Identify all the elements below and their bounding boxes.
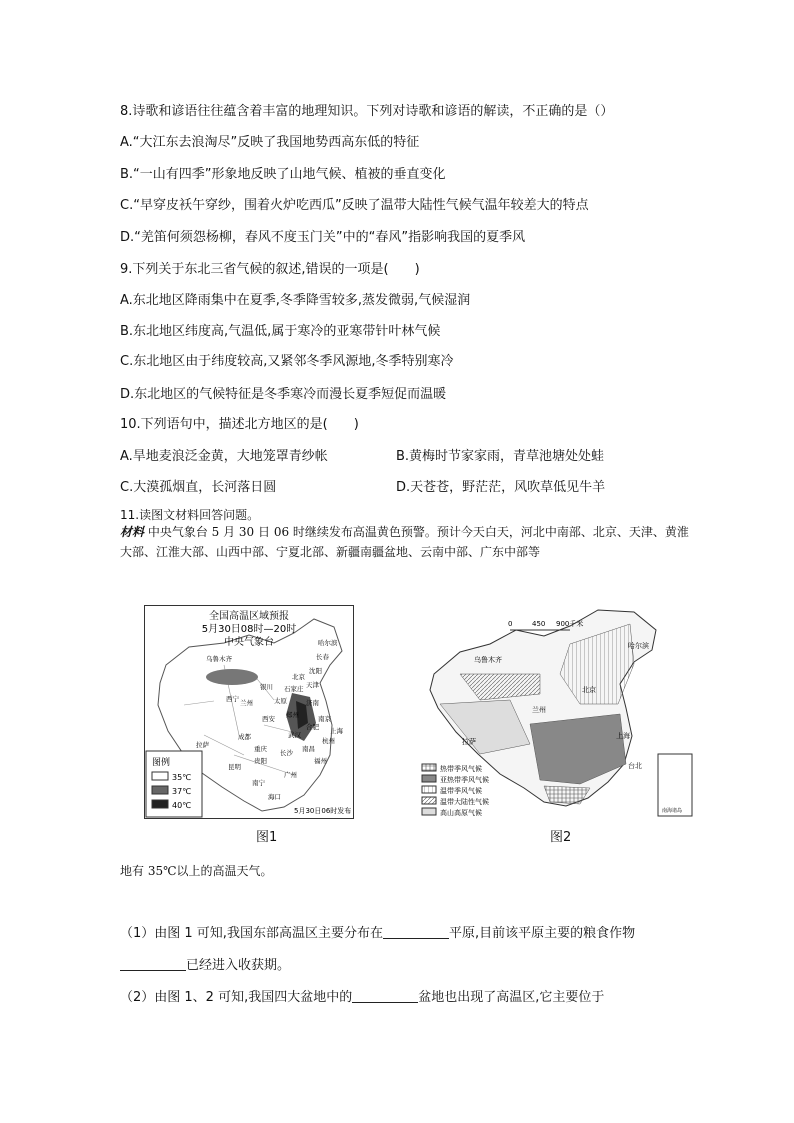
figure2-caption: 图2 — [550, 830, 572, 845]
legend-label: 40℃ — [172, 801, 192, 810]
city-label: 成都 — [238, 733, 251, 741]
city-label: 西安 — [262, 715, 275, 723]
city-label: 乌鲁木齐 — [474, 656, 502, 664]
city-label: 上海 — [330, 727, 343, 735]
city-label: 哈尔滨 — [318, 639, 338, 647]
south-sea-inset — [658, 754, 692, 816]
legend-label: 温带大陆性气候 — [440, 798, 489, 806]
q11-sub1-line2 — [120, 956, 290, 975]
city-label: 沈阳 — [309, 667, 322, 675]
legend-label: 高山高原气候 — [440, 809, 482, 817]
map2-legend — [422, 764, 489, 817]
map1-title3: 中央气象台 — [224, 637, 274, 648]
q8-stem: 8.诗歌和谚语往往蕴含着丰富的地理知识。下列对诗歌和谚语的解读，不正确的是（） — [120, 104, 614, 119]
q10-option-d: D.天苍苍，野茫茫，风吹草低见牛羊 — [396, 480, 606, 495]
city-label: 银川 — [260, 683, 273, 691]
city-label: 北京 — [292, 673, 305, 681]
tropical-monsoon-zone — [544, 786, 590, 804]
city-label: 郑州 — [286, 711, 299, 719]
legend-swatch-40 — [152, 800, 168, 808]
q10-option-c: C.大漠孤烟直，长河落日圆 — [120, 480, 277, 495]
q11-sub1-line1 — [120, 924, 635, 943]
city-label: 哈尔滨 — [628, 642, 649, 650]
sub1-text-a: （1）由图 1 可知,我国东部高温区主要分布在 — [120, 926, 383, 941]
legend-label: 热带季风气候 — [440, 765, 482, 773]
answer-blank-plain[interactable] — [383, 924, 449, 939]
q11-stem: 11.读图文材料回答问题。 — [120, 508, 260, 522]
legend-swatch-35 — [152, 772, 168, 780]
legend-label: 35℃ — [172, 773, 192, 782]
city-label: 南宁 — [252, 779, 265, 787]
legend-label: 37℃ — [172, 787, 192, 796]
q9-option-c: C.东北地区由于纬度较高,又紧邻冬季风源地,冬季特别寒冷 — [120, 354, 454, 369]
sub2-text-a: （2）由图 1、2 可知,我国四大盆地中的 — [120, 990, 353, 1005]
q9-stem: 9.下列关于东北三省气候的叙述,错误的一项是( ) — [120, 262, 420, 277]
city-label: 拉萨 — [196, 741, 209, 749]
q9-option-a: A.东北地区降雨集中在夏季,冬季降雪较多,蒸发微弱,气候湿润 — [120, 293, 471, 308]
city-label: 西宁 — [226, 695, 239, 703]
map1-issued: 5月30日06时发布 — [294, 807, 352, 815]
city-label: 长沙 — [280, 749, 293, 757]
answer-blank-basin[interactable] — [352, 988, 418, 1003]
q8-option-d: D.“羌笛何须怨杨柳，春风不度玉门关”中的“春风”指影响我国的夏季风 — [120, 230, 526, 245]
city-label: 重庆 — [254, 745, 267, 753]
legend-label: 温带季风气候 — [440, 787, 482, 795]
scale-label: 0 — [508, 620, 513, 628]
material-label: 材料 — [120, 525, 145, 539]
city-label: 贵阳 — [254, 757, 267, 765]
material-text: 中央气象台 5 月 30 日 06 时继续发布高温黄色预警。预计今天白天，河北中南部、北京、天津、黄淮大部、江淮大部、山西中部、宁夏北部、新疆南疆盆地、云南中部、广东中部等 — [120, 525, 689, 559]
q8-option-c: C.“早穿皮袄午穿纱，围着火炉吃西瓜”反映了温带大陆性气候气温年较差大的特点 — [120, 198, 589, 213]
scale-label: 900千米 — [556, 620, 584, 628]
climate-type-map — [420, 604, 696, 822]
sub1-text-b: 平原,目前该平原主要的粮食作物 — [448, 926, 636, 941]
q10-stem: 10.下列语句中，描述北方地区的是( ) — [120, 417, 359, 432]
scale-label: 450 — [532, 620, 546, 628]
city-label: 南昌 — [302, 745, 315, 753]
hot-zone-xinjiang — [206, 669, 258, 685]
q11-material — [120, 522, 690, 562]
figure1-caption: 图1 — [256, 830, 278, 845]
city-label: 台北 — [628, 762, 642, 770]
q11-sub2-line1 — [120, 988, 604, 1007]
sub2-text-b: 盆地也出现了高温区,它主要位于 — [418, 990, 605, 1005]
city-label: 海口 — [268, 793, 281, 801]
city-label: 石家庄 — [284, 685, 304, 693]
answer-blank-crop[interactable] — [120, 956, 186, 971]
city-label: 拉萨 — [462, 738, 476, 746]
q10-option-a: A.旱地麦浪泛金黄，大地笼罩青纱帐 — [120, 449, 328, 464]
city-label: 乌鲁木齐 — [206, 655, 232, 663]
legend-label: 亚热带季风气候 — [440, 776, 489, 784]
city-label: 长春 — [316, 653, 329, 661]
q8-option-a: A.“大江东去浪淘尽”反映了我国地势西高东低的特征 — [120, 135, 420, 150]
legend-swatch-37 — [152, 786, 168, 794]
city-label: 昆明 — [228, 763, 241, 771]
city-label: 天津 — [306, 681, 319, 689]
city-label: 杭州 — [322, 737, 335, 745]
city-label: 广州 — [284, 771, 297, 779]
city-label: 济南 — [306, 699, 319, 707]
city-label: 上海 — [616, 732, 630, 740]
city-label: 兰州 — [240, 699, 253, 707]
city-label: 北京 — [582, 686, 596, 694]
map1-title2: 5月30日08时—20时 — [201, 624, 297, 635]
map1-title1: 全国高温区域预报 — [209, 611, 289, 622]
q10-option-b: B.黄梅时节家家雨，青草池塘处处蛙 — [396, 449, 605, 464]
q8-option-b: B.“一山有四季”形象地反映了山地气候、植被的垂直变化 — [120, 167, 446, 182]
q9-option-d: D.东北地区的气候特征是冬季寒冷而漫长夏季短促而温暖 — [120, 387, 447, 402]
map1-legend — [146, 751, 202, 817]
city-label: 南京 — [318, 715, 331, 723]
high-temp-forecast-map — [144, 605, 354, 819]
city-label: 福州 — [314, 757, 327, 765]
material-end: 地有 35℃以上的高温天气。 — [120, 864, 273, 878]
legend-title: 图例 — [152, 758, 171, 768]
city-label: 兰州 — [532, 706, 546, 714]
city-label: 太原 — [274, 697, 287, 705]
city-label: 合肥 — [306, 723, 319, 731]
sub1-text-c: 已经进入收获期。 — [186, 958, 291, 973]
inset-label: 南海诸岛 — [662, 808, 683, 814]
q9-option-b: B.东北地区纬度高,气温低,属于寒冷的亚寒带针叶林气候 — [120, 324, 441, 339]
city-label: 武汉 — [288, 731, 301, 739]
